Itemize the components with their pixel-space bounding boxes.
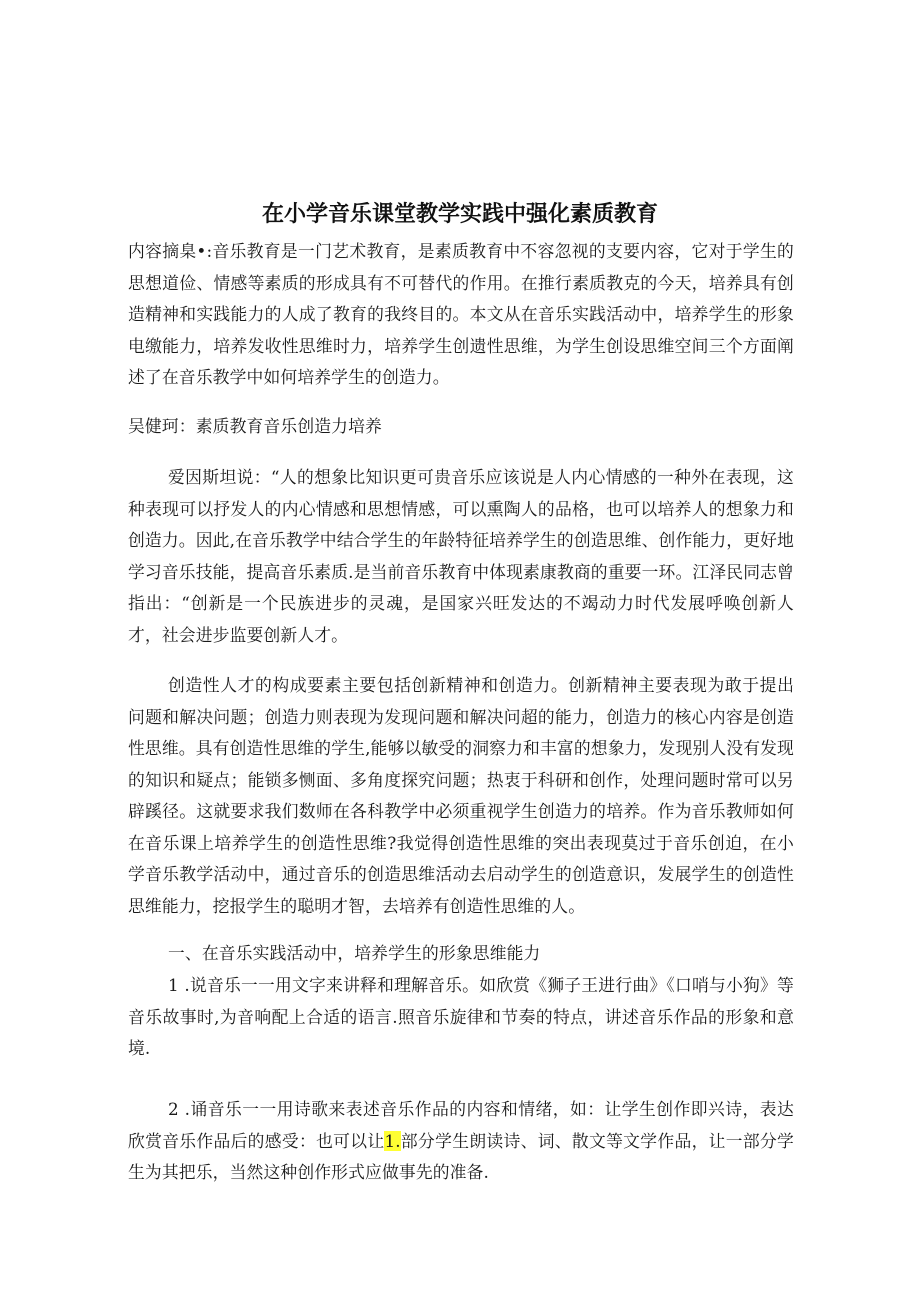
list-item-2-text-before: 2 .诵音乐一一用诗歌来表述音乐作品的内容和情绪，如：让学生创作即兴诗，表达欣赏音乐作品后的感受：也可以让 <box>128 1099 794 1151</box>
highlighted-text: 1. <box>384 1130 401 1151</box>
document-title: 在小学音乐课堂教学实践中强化素质教育 <box>261 202 658 227</box>
keywords-line: 吴健珂：素质教育音乐创造力培养 <box>128 416 382 436</box>
body-paragraph-2: 创造性人才的构成要素主要包括创新精神和创造力。创新精神主要表现为敢于提出问题和解决问题；创造力则表现为发现问题和解决问超的能力，创造力的核心内容是创造性思维。具有创造性思维的学生,能够以敏受的洞察力和丰富的想象力，发现别人没有发现的知识和疑点；能锁多恻面、多角度探究问题；热衷于科研和创作，处理问题时常可以另辟蹊径。这就要求我们数师在各科教学中必须重视学生创造力的培养。作为音乐教师如何在音乐课上培养学生的创造性思维?我觉得创造性思维的突出表现莫过于音乐创迫，在小学音乐教学活动中，通过音乐的创造思维活动去启动学生的创造意识，发展学生的创造性思维能力，挖报学生的聪明才智，去培养有创造性思维的人。 <box>128 675 794 916</box>
body-paragraph-1: 爱因斯坦说：“人的想象比知识更可贵音乐应该说是人内心情感的一种外在表现，这种表现可以抒发人的内心情感和思想情感，可以熏陶人的品格，也可以培养人的想象力和创造力。因此,在音乐教学中结合学生的年龄特征培养学生的创造思维、创作能力，更好地学习音乐技能，提高音乐素质.是当前音乐教育中体现素康教商的重要一环。江泽民同志曾指出：“创新是一个民族进步的灵魂，是国家兴旺发达的不竭动力时代发展呼唤创新人才，社会进步监要创新人才。 <box>128 467 794 645</box>
list-item-2-text-after: 部分学生朗读诗、词、散文等文学作品，让一部分学生为其把乐，当然这种创作形式应做事先的准备. <box>128 1130 794 1182</box>
list-item-2 <box>128 1094 794 1189</box>
abstract-paragraph: 内容摘臬•:音乐教育是一门艺术教育，是素质教育中不容忽视的支要内容，它对于学生的思想道俭、情感等素质的形成具有不可替代的作用。在推行素质教克的今天，培养具有创造精神和实践能力的人成了教育的我终目的。本文从在音乐实践活动中，培养学生的形象电缴能力，培养发收性思维时力，培养学生创遗性思维，为学生创设思维空间三个方面阐述了在音乐教学中如何培养学生的创造力。 <box>128 241 794 387</box>
section-heading: 一、在音乐实践活动中，培养学生的形象思维能力 <box>168 943 541 963</box>
list-item-1: 1 .说音乐一一用文字来讲释和理解音乐。如欣赏《狮子王进行曲》《口哨与小狗》等音乐故事时,为音响配上合适的语言.照音乐旋律和节奏的特点，讲述音乐作品的形象和意境. <box>128 975 794 1058</box>
